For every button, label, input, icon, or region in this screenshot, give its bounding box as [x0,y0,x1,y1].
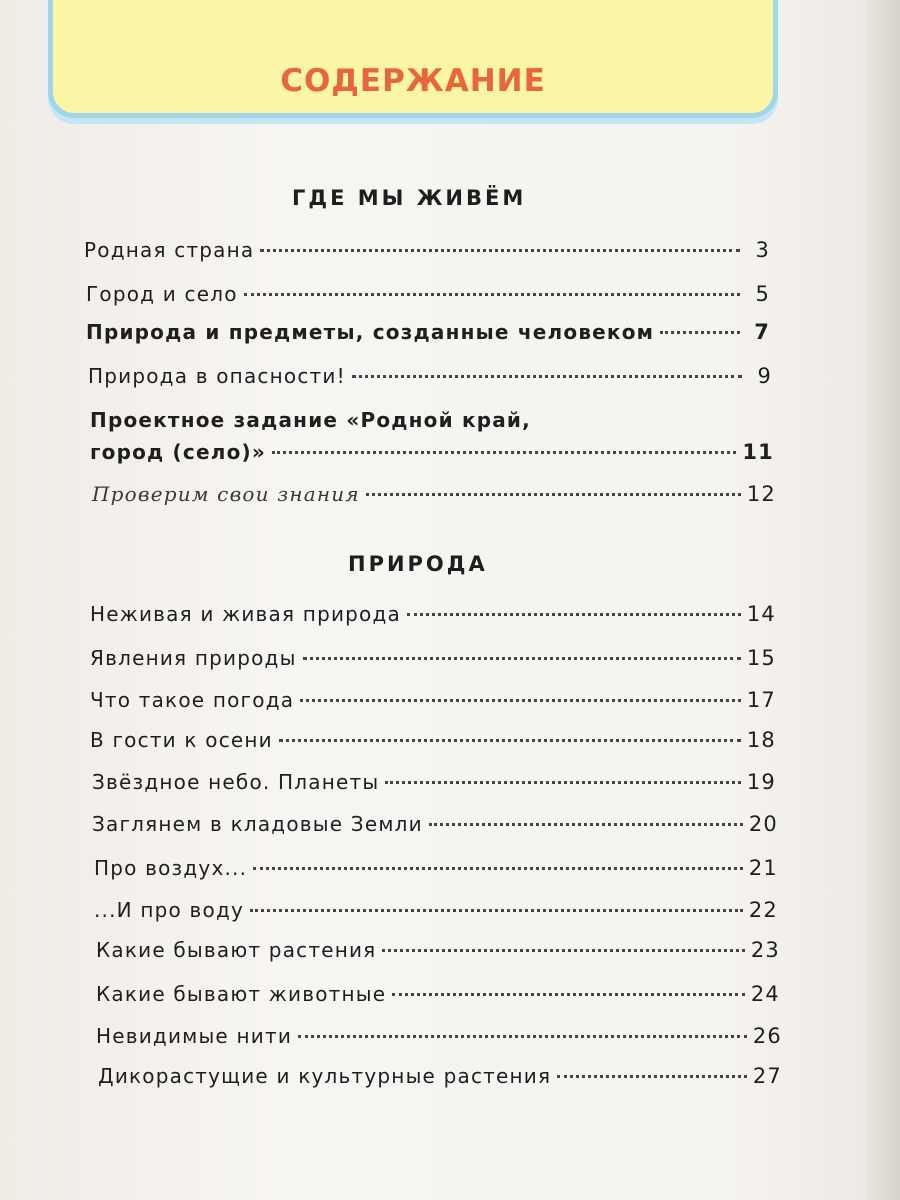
leader-dots [557,1075,747,1078]
toc-entry-label: Какие бывают растения [96,938,377,962]
toc-entry[interactable] [86,282,770,310]
leader-dots [660,331,740,334]
toc-entry-label: Явления природы [90,646,297,670]
leader-dots [366,493,741,496]
toc-entry-page: 18 [746,728,776,752]
page-edge [866,0,900,1200]
toc-entry-label: Дикорастущие и культурные растения [98,1064,552,1088]
toc-entry-page: 7 [754,320,770,344]
toc-entry-page: 14 [746,602,776,626]
toc-entry-page: 5 [755,282,770,306]
leader-dots [260,249,740,252]
toc-entry-page: 3 [755,238,770,262]
toc-entry-label: Родная страна [84,238,255,262]
toc-entry-label: Какие бывают животные [96,982,387,1006]
leader-dots [253,867,743,870]
toc-entry-label-line1: Проектное задание «Родной край, [90,408,531,432]
toc-entry[interactable] [96,1024,782,1052]
toc-entry-page: 22 [748,898,778,922]
toc-entry-label-line2: город (село)» [90,440,266,464]
toc-entry-page: 24 [750,982,780,1006]
toc-entry[interactable] [92,770,776,798]
leader-dots [279,739,741,742]
leader-dots [429,823,743,826]
toc-entry-label: Про воздух... [94,856,248,880]
toc-entry[interactable] [92,812,778,840]
toc-entry-label: Невидимые нити [96,1024,293,1048]
toc-entry-label: Что такое погода [90,688,295,712]
page-title: СОДЕРЖАНИЕ [280,63,546,99]
leader-dots [300,699,741,702]
toc-entry[interactable] [90,688,776,716]
toc-entry-label: Природа и предметы, созданные человеком [86,320,655,344]
leader-dots [244,293,740,296]
toc-entry-page: 21 [748,856,778,880]
toc-entry-page: 23 [750,938,780,962]
toc-entry[interactable] [90,602,776,630]
header-banner [48,0,778,118]
toc-entry-label: Город и село [86,282,238,306]
toc-entry[interactable] [98,1064,782,1092]
toc-entry-label: ...И про воду [94,898,245,922]
toc-entry[interactable] [94,856,778,884]
toc-entry-page: 20 [748,812,778,836]
leader-dots [392,993,745,996]
toc-entry[interactable] [96,982,780,1010]
toc-entry[interactable] [94,898,778,926]
toc-entry-label: Проверим свои знания [92,482,360,506]
leader-dots [407,613,741,616]
section-title-where-we-live: ГДЕ МЫ ЖИВЁМ [292,186,527,210]
leader-dots [385,781,741,784]
toc-entry-page: 27 [752,1064,782,1088]
leader-dots [352,375,742,378]
toc-entry-page: 11 [742,440,774,464]
toc-entry-page: 12 [746,482,776,506]
leader-dots [382,949,744,952]
toc-entry[interactable] [90,440,774,468]
toc-entry[interactable] [90,646,776,674]
toc-entry[interactable] [96,938,780,966]
toc-entry-label: Неживая и живая природа [90,602,401,626]
leader-dots [272,451,736,454]
toc-entry-page: 19 [746,770,776,794]
toc-entry-label: Природа в опасности! [88,364,346,388]
section-title-nature: ПРИРОДА [348,552,488,576]
toc-entry[interactable] [90,728,776,756]
toc-entry-page: 17 [746,688,776,712]
toc-entry-page: 15 [746,646,776,670]
toc-entry-page: 9 [757,364,772,388]
leader-dots [298,1035,747,1038]
toc-entry-label: В гости к осени [90,728,273,752]
leader-dots [303,657,741,660]
toc-entry[interactable] [88,364,772,392]
toc-entry-label: Звёздное небо. Планеты [92,770,380,794]
toc-entry[interactable] [86,320,770,348]
leader-dots [250,909,743,912]
toc-entry-page: 26 [752,1024,782,1048]
toc-entry-label: Заглянем в кладовые Земли [92,812,423,836]
toc-entry[interactable] [92,482,776,510]
toc-entry[interactable] [84,238,770,266]
